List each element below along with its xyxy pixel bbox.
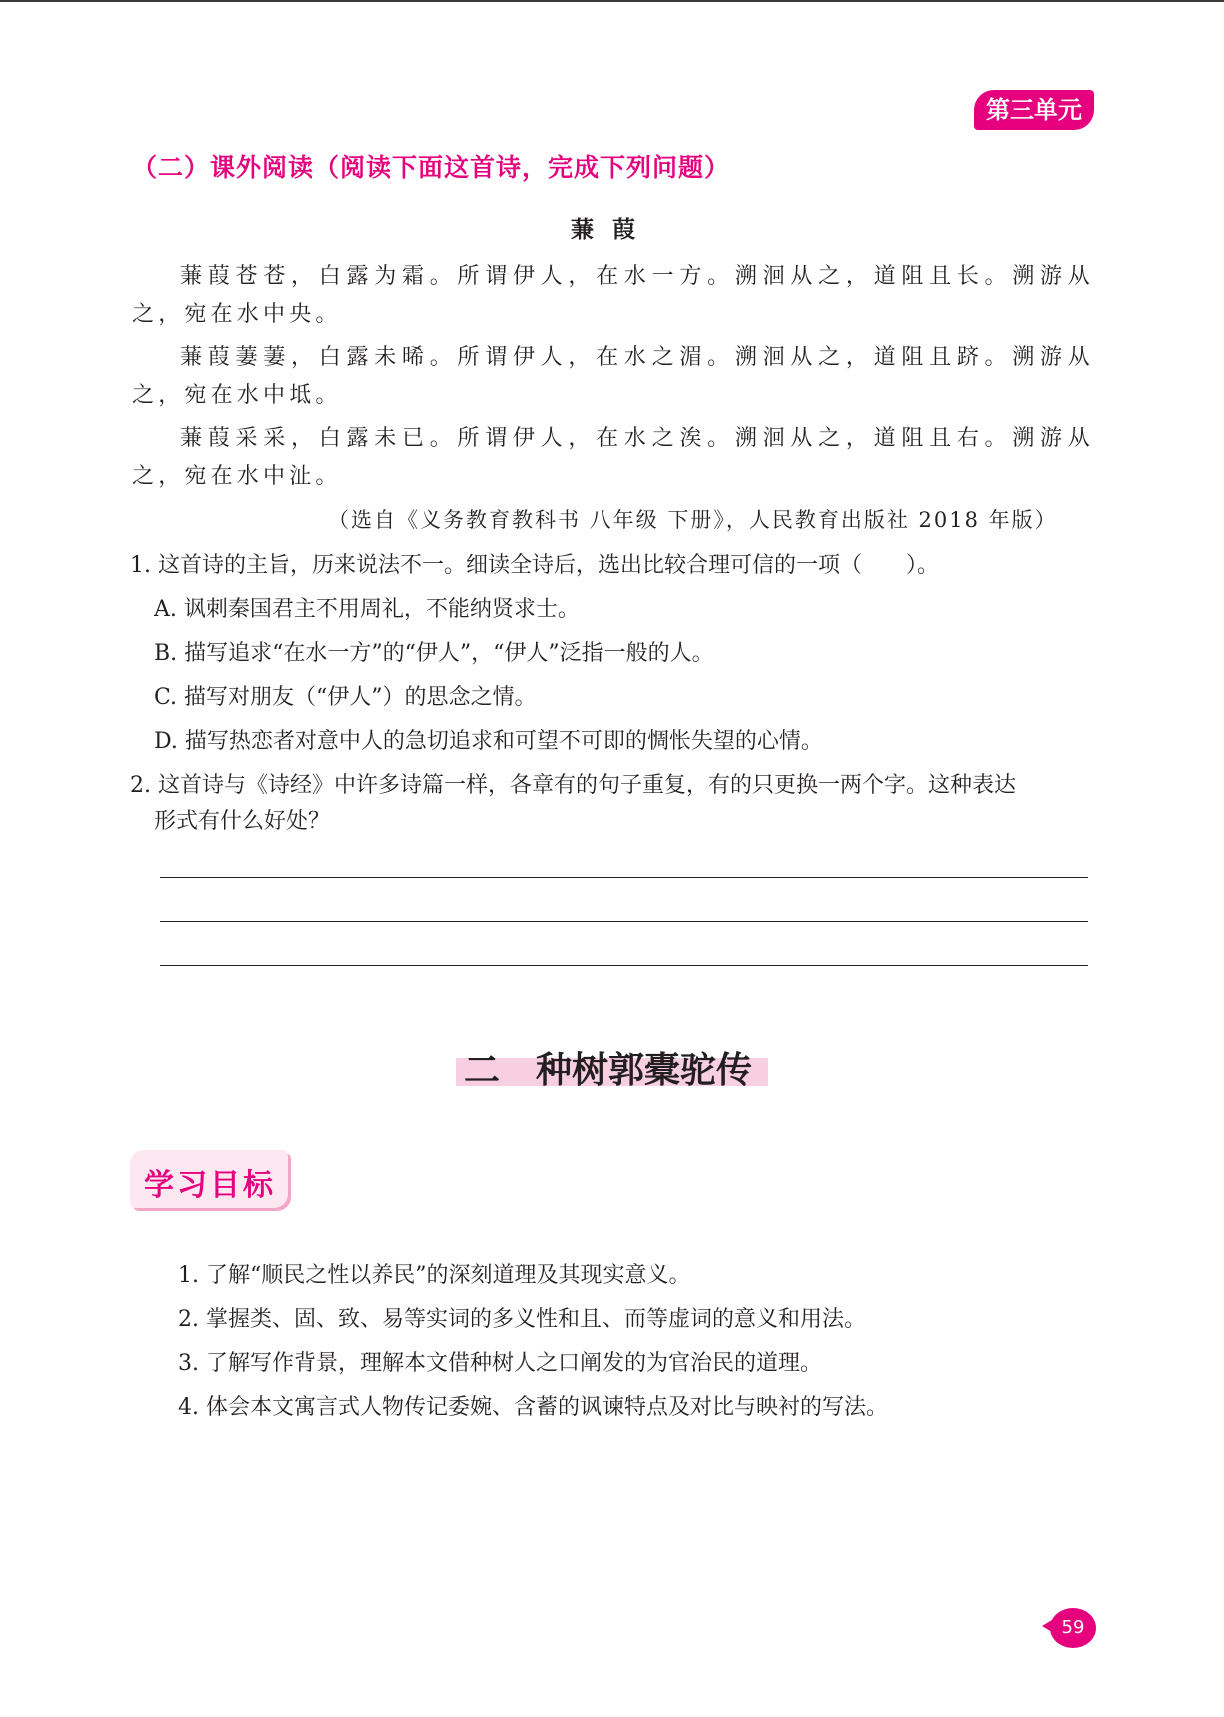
- goal-item: 2. 掌握类、固、致、易等实词的多义性和且、而等虚词的意义和用法。: [178, 1307, 866, 1332]
- answer-line[interactable]: [160, 877, 1088, 878]
- top-rule: [0, 0, 1224, 2]
- goal-item: 3. 了解写作背景，理解本文借种树人之口阐发的为官治民的道理。: [178, 1351, 822, 1376]
- poem-body: [132, 258, 1094, 501]
- poem-stanza: 蒹葭采采，白露未已。所谓伊人，在水之涘。溯洄从之，道阻且右。溯游从之，宛在水中沚。: [132, 426, 1094, 489]
- lesson-name: 种树郭橐驼传: [536, 1050, 753, 1091]
- option-d: D. 描写热恋者对意中人的急切追求和可望不可即的惆怅失望的心情。: [154, 729, 823, 754]
- poem-source: （选自《义务教育教科书 八年级 下册》，人民教育出版社 2018 年版）: [328, 508, 1058, 532]
- section-heading: （二）课外阅读（阅读下面这首诗，完成下列问题）: [132, 153, 731, 182]
- question-2: [130, 768, 1096, 840]
- lesson-number: 二: [464, 1050, 501, 1091]
- option-b: B. 描写追求“在水一方”的“伊人”，“伊人”泛指一般的人。: [154, 641, 714, 666]
- goal-item: 4. 体会本文寓言式人物传记委婉、含蓄的讽谏特点及对比与映衬的写法。: [178, 1395, 888, 1420]
- option-c: C. 描写对朋友（“伊人”）的思念之情。: [154, 685, 537, 710]
- option-a: A. 讽刺秦国君主不用周礼，不能纳贤求士。: [154, 597, 580, 622]
- answer-line[interactable]: [160, 921, 1088, 922]
- question-1: 1. 这首诗的主旨，历来说法不一。细读全诗后，选出比较合理可信的一项（ ）。: [130, 553, 939, 578]
- page-number: 59: [1050, 1608, 1096, 1648]
- answer-line[interactable]: [160, 965, 1088, 966]
- question-2-line-1: 2. 这首诗与《诗经》中许多诗篇一样，各章有的句子重复，有的只更换一两个字。这种表达: [130, 773, 1016, 798]
- poem-title: 蒹葭: [571, 217, 653, 243]
- poem-stanza: 蒹葭萋萋，白露未晞。所谓伊人，在水之湄。溯洄从之，道阻且跻。溯游从之，宛在水中坻。: [132, 345, 1094, 408]
- lesson-title: [464, 1042, 752, 1093]
- question-2-line-2: 形式有什么好处？: [154, 809, 331, 834]
- poem-stanza: 蒹葭苍苍，白露为霜。所谓伊人，在水一方。溯洄从之，道阻且长。溯游从之，宛在水中央。: [132, 264, 1094, 327]
- goal-item: 1. 了解“顺民之性以养民”的深刻道理及其现实意义。: [178, 1263, 691, 1288]
- goals-label: 学习目标: [144, 1168, 276, 1203]
- unit-tag: 第三单元: [974, 90, 1094, 130]
